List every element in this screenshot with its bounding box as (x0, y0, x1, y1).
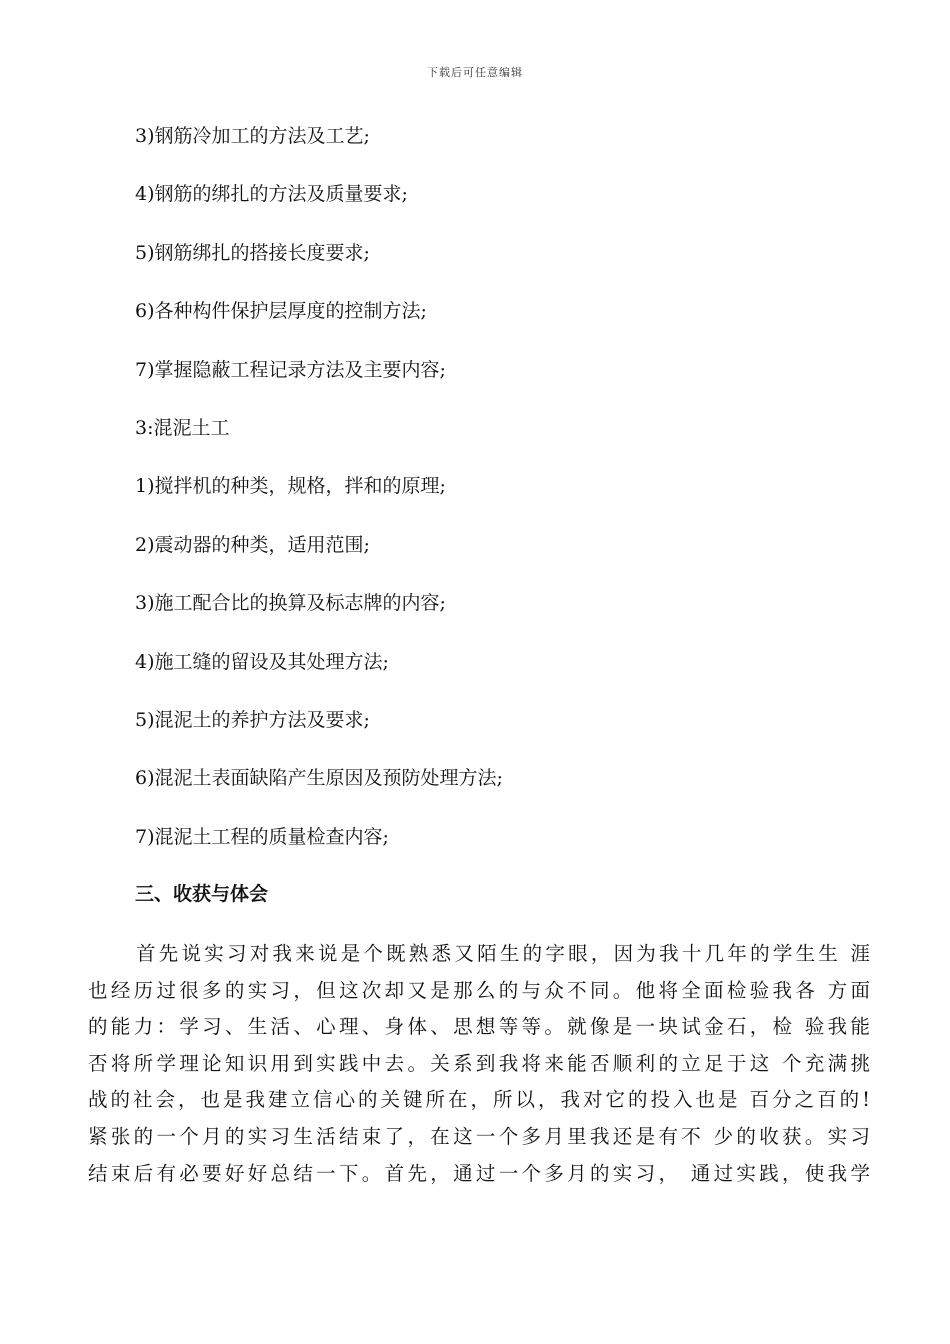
body-paragraph (88, 936, 870, 1192)
list-item: 3)施工配合比的换算及标志牌的内容; (135, 592, 446, 615)
list-item: 3)钢筋冷加工的方法及工艺; (135, 125, 370, 147)
paragraph-line: 的能力：学习、生活、心理、身体、思想等等。就像是一块试金石，检 验我能 (88, 1015, 870, 1039)
list-item: 2)震动器的种类，适用范围; (135, 533, 370, 556)
paragraph-line: 也经历过很多的实习，但这次却又是那么的与众不同。他将全面检验我各 方面 (88, 978, 870, 1002)
list-item: 7)混泥土工程的质量检查内容; (135, 825, 389, 848)
list-item: 7)掌握隐蔽工程记录方法及主要内容; (135, 358, 446, 381)
requirement-list (135, 122, 835, 881)
list-item: 1)搅拌机的种类，规格，拌和的原理; (135, 475, 446, 498)
paragraph-line: 结束后有必要好好总结一下。首先，通过一个多月的实习， 通过实践，使我学 (88, 1161, 870, 1185)
paragraph-line: 否将所学理论知识用到实践中去。关系到我将来能否顺利的立足于这 个充满挑 (88, 1051, 870, 1075)
page-header-note: 下载后可任意编辑 (427, 66, 523, 79)
list-item: 5)钢筋绑扎的搭接长度要求; (135, 241, 370, 264)
list-item: 6)各种构件保护层厚度的控制方法; (135, 300, 427, 323)
paragraph-line: 首先说实习对我来说是个既熟悉又陌生的字眼，因为我十几年的学生生 涯 (136, 942, 870, 965)
subsection-title: 3:混泥土工 (135, 416, 230, 439)
list-item: 6)混泥土表面缺陷产生原因及预防处理方法; (135, 767, 503, 790)
paragraph-line: 紧张的一个月的实习生活结束了，在这一个多月里我还是有不 少的收获。实习 (88, 1124, 870, 1148)
list-item: 5)混泥土的养护方法及要求; (135, 708, 370, 731)
list-item: 4)钢筋的绑扎的方法及质量要求; (135, 183, 408, 206)
paragraph-line: 战的社会，也是我建立信心的关键所在，所以，我对它的投入也是 百分之百的! (88, 1088, 870, 1112)
section-heading: 三、收获与体会 (135, 883, 269, 905)
list-item: 4)施工缝的留设及其处理方法; (135, 650, 389, 673)
